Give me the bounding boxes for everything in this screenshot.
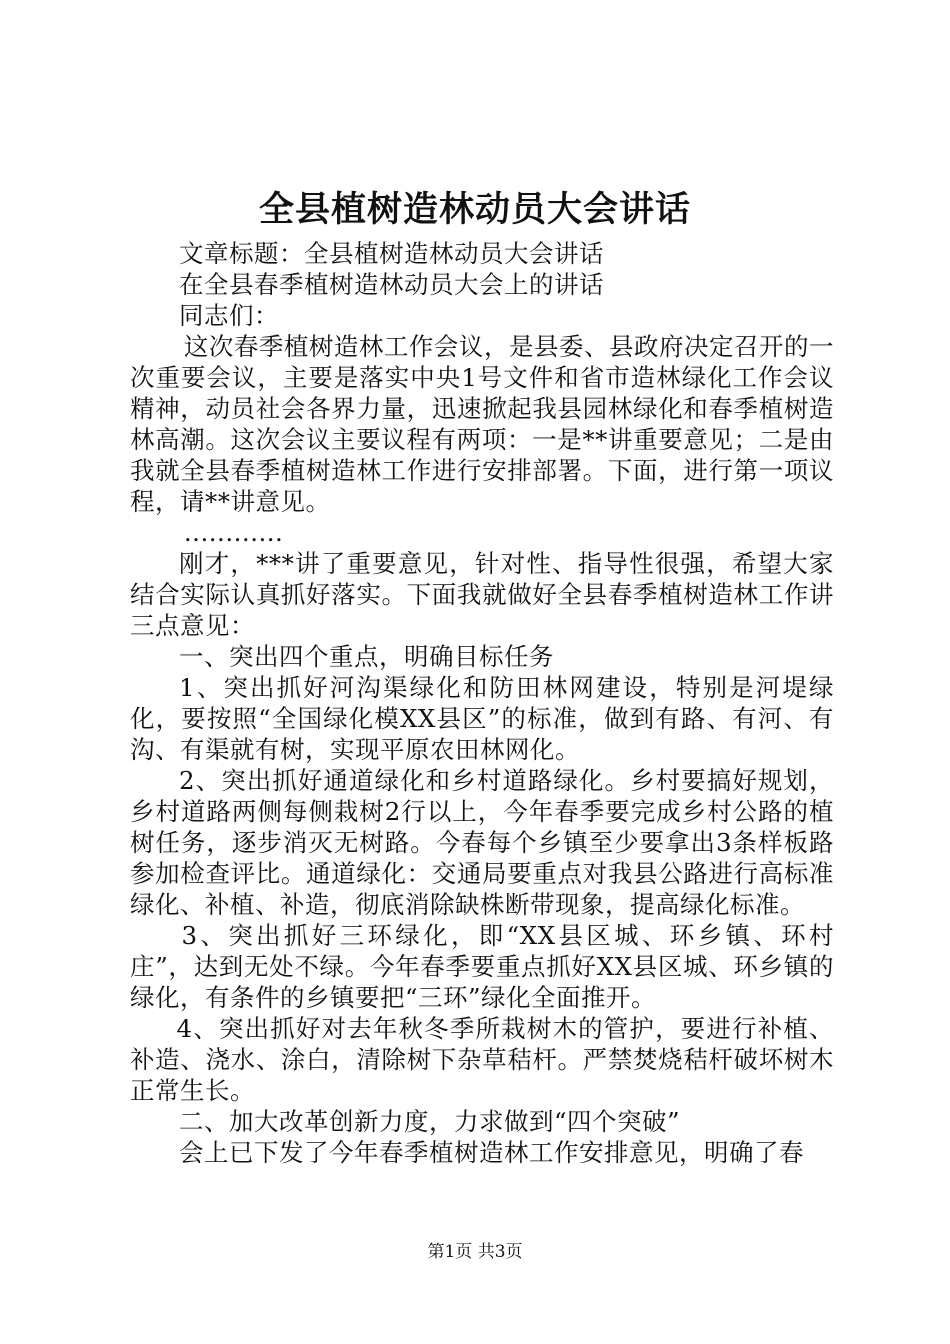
paragraph-opinions: 刚才，***讲了重要意见，针对性、指导性很强，希望大家结合实际认真抓好落实。下面我就做好全县春季植树造林工作讲三点意见： bbox=[130, 549, 834, 640]
section-heading-2: 二、加大改革创新力度，力求做到“四个突破” bbox=[179, 1107, 681, 1136]
page-number-footer: 第1页 共3页 bbox=[427, 1242, 523, 1262]
paragraph-continued: 会上已下发了今年春季植树造林工作安排意见，明确了春 bbox=[179, 1138, 804, 1167]
salutation: 同志们： bbox=[179, 301, 279, 330]
speech-heading: 在全县春季植树造林动员大会上的讲话 bbox=[179, 270, 604, 299]
article-title-line: 文章标题：全县植树造林动员大会讲话 bbox=[179, 239, 604, 268]
item-1: 1、突出抓好河沟渠绿化和防田林网建设，特别是河堤绿化，要按照“全国绿化模XX县区”的标准，做到有路、有河、有沟、有渠就有树，实现平原农田林网化。 bbox=[130, 673, 834, 764]
paragraph-intro: 这次春季植树造林工作会议，是县委、县政府决定召开的一次重要会议，主要是落实中央1号文件和省市造林绿化工作会议精神，动员社会各界力量，迅速掀起我县园林绿化和春季植树造林高潮。这次会议主要议程有两项：一是**讲重要意见；二是由我就全县春季植树造林工作进行安排部署。下面，进行第一项议程，请**讲意见。 bbox=[130, 332, 834, 516]
document-body bbox=[130, 238, 834, 1168]
section-heading-1: 一、突出四个重点，明确目标任务 bbox=[179, 642, 554, 671]
ellipsis-line: ............ bbox=[183, 518, 284, 547]
item-2: 2、突出抓好通道绿化和乡村道路绿化。乡村要搞好规划，乡村道路两侧每侧栽树2行以上，今年春季要完成乡村公路的植树任务，逐步消灭无树路。今春每个乡镇至少要拿出3条样板路参加检查评比。通道绿化：交通局要重点对我县公路进行高标准绿化、补植、补造，彻底消除缺株断带现象，提高绿化标准。 bbox=[130, 766, 834, 919]
item-3: 3、突出抓好三环绿化，即“XX县区城、环乡镇、环村庄”，达到无处不绿。今年春季要重点抓好XX县区城、环乡镇的绿化，有条件的乡镇要把“三环”绿化全面推开。 bbox=[130, 921, 834, 1012]
item-4: 4、突出抓好对去年秋冬季所栽树木的管护，要进行补植、补造、浇水、涂白，清除树下杂草秸杆。严禁焚烧秸杆破坏树木正常生长。 bbox=[130, 1014, 834, 1105]
document-title: 全县植树造林动员大会讲话 bbox=[258, 189, 691, 230]
